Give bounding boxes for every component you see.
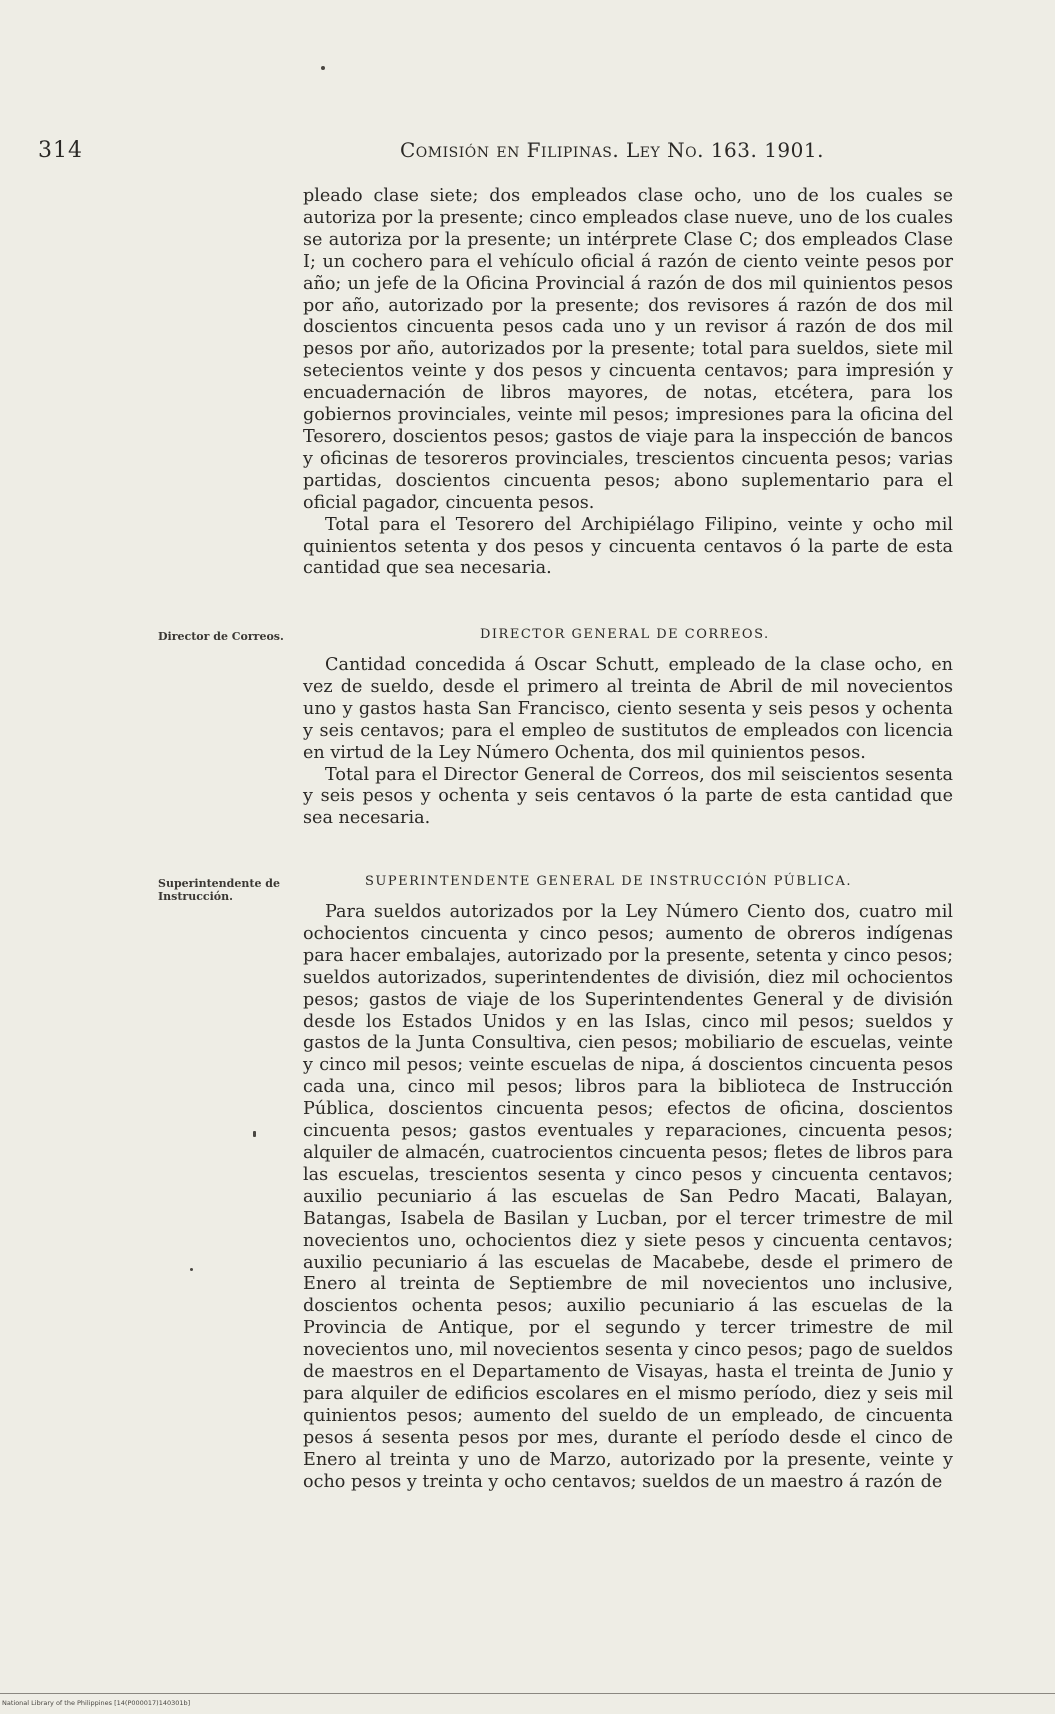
- continuation-paragraph: pleado clase siete; dos empleados clase ocho, uno de los cuales se autoriza por la presente; cinco empleados clase nueve, uno de los cuales se autoriza por la presente; un intérprete Clase C; dos empleados Clase I; un cochero para el vehículo oficial á razón de ciento veinte pesos por año; un jefe de la Oficina Provincial á razón de dos mil quinientos pesos por año, autorizado por la presente; dos revisores á razón de dos mil doscientos cincuenta pesos cada uno y un revisor á razón de dos mil pesos por año, autorizados por la presente; total para sueldos, siete mil setecientos veinte y dos pesos y cincuenta centavos; para impresión y encuadernación de libros mayores, de notas, etcétera, para los gobiernos provinciales, veinte mil pesos; impresiones para la oficina del Tesorero, doscientos pesos; gastos de viaje para la inspección de bancos y oficinas de tesoreros provinciales, trescientos cincuenta pesos; varias partidas, doscientos cincuenta pesos; abono suplementario para el oficial pagador, cincuenta pesos.: [303, 186, 953, 513]
- section-title-correos: DIRECTOR GENERAL DE CORREOS.: [480, 627, 770, 642]
- speck-top: [321, 66, 325, 70]
- correos-section: [303, 655, 953, 830]
- correos-paragraph: Cantidad concedida á Oscar Schutt, empleado de la clase ocho, en vez de sueldo, desde el primero al treinta de Abril de mil novecientos uno y gastos hasta San Francisco, ciento sesenta y seis pesos y ochenta y seis centavos; para el empleo de sustitutos de empleados con licencia en virtud de la Ley Número Ochenta, dos mil quinientos pesos.: [303, 655, 953, 763]
- correos-total-paragraph: Total para el Director General de Correos, dos mil seiscientos sesenta y seis pesos y ochenta y seis centavos ó la parte de esta cantidad que sea necesaria.: [303, 764, 953, 829]
- footer-rule: [0, 1693, 1055, 1694]
- instruccion-paragraph: Para sueldos autorizados por la Ley Número Ciento dos, cuatro mil ochocientos cincuenta y cinco pesos; aumento de obreros indígenas para hacer embalajes, autorizado por la presente, setenta y cinco pesos; sueldos autorizados, superintendentes de división, diez mil ochocientos pesos; gastos de viaje de los Superintendentes General y de división desde los Estados Unidos y en las Islas, cinco mil pesos; sueldos y gastos de la Junta Consultiva, cien pesos; mobiliario de escuelas, veinte y cinco mil pesos; veinte escuelas de nipa, á doscientos cincuenta pesos cada una, cinco mil pesos; libros para la biblioteca de Instrucción Pública, doscientos cincuenta pesos; efectos de oficina, doscientos cincuenta pesos; gastos eventuales y reparaciones, cincuenta pesos; alquiler de almacén, cuatrocientos cincuenta pesos; fletes de libros para las escuelas, trescientos sesenta y cinco pesos y cincuenta centavos; auxilio pecuniario á las escuelas de San Pedro Macati, Balayan, Batangas, Isabela de Basilan y Lucban, por el tercer trimestre de mil novecientos uno, ochocientos diez y siete pesos y cincuenta centavos; auxilio pecuniario á las escuelas de Macabebe, desde el primero de Enero al treinta de Septiembre de mil novecientos uno inclusive, doscientos ochenta pesos; auxilio pecuniario á las escuelas de la Provincia de Antique, por el segundo y tercer trimestre de mil novecientos uno, mil novecientos sesenta y cinco pesos; pago de sueldos de maestros en el Departamento de Visayas, hasta el treinta de Junio y para alquiler de edificios escolares en el mismo período, diez y seis mil quinientos pesos; aumento del sueldo de un empleado, de cincuenta pesos á sesenta pesos por mes, durante el período desde el cinco de Enero al treinta y uno de Marzo, autorizado por la presente, veinte y ocho pesos y treinta y ocho centavos; sueldos de un maestro á razón de: [303, 902, 953, 1492]
- instruccion-section: [303, 902, 953, 1493]
- library-stamp: National Library of the Philippines [14(P000017)140301b]: [2, 1699, 191, 1707]
- section-title-instruccion: SUPERINTENDENTE GENERAL DE INSTRUCCIÓN PÚBLICA.: [365, 874, 853, 889]
- margin-note-correos: Director de Correos.: [158, 630, 284, 643]
- tesorero-total-paragraph: Total para el Tesorero del Archipiélago Filipino, veinte y ocho mil quinientos setenta y dos pesos y cincuenta centavos ó la parte de esta cantidad que sea necesaria.: [303, 514, 953, 579]
- speck-middle: [253, 1131, 256, 1137]
- tesorero-continuation: [303, 186, 953, 580]
- speck-left: [190, 1268, 193, 1271]
- page-number: 314: [38, 138, 83, 163]
- running-head: Comisión en Filipinas. Ley No. 163. 1901.: [400, 138, 824, 162]
- margin-note-instruccion: Superintendente de Instrucción.: [158, 877, 280, 903]
